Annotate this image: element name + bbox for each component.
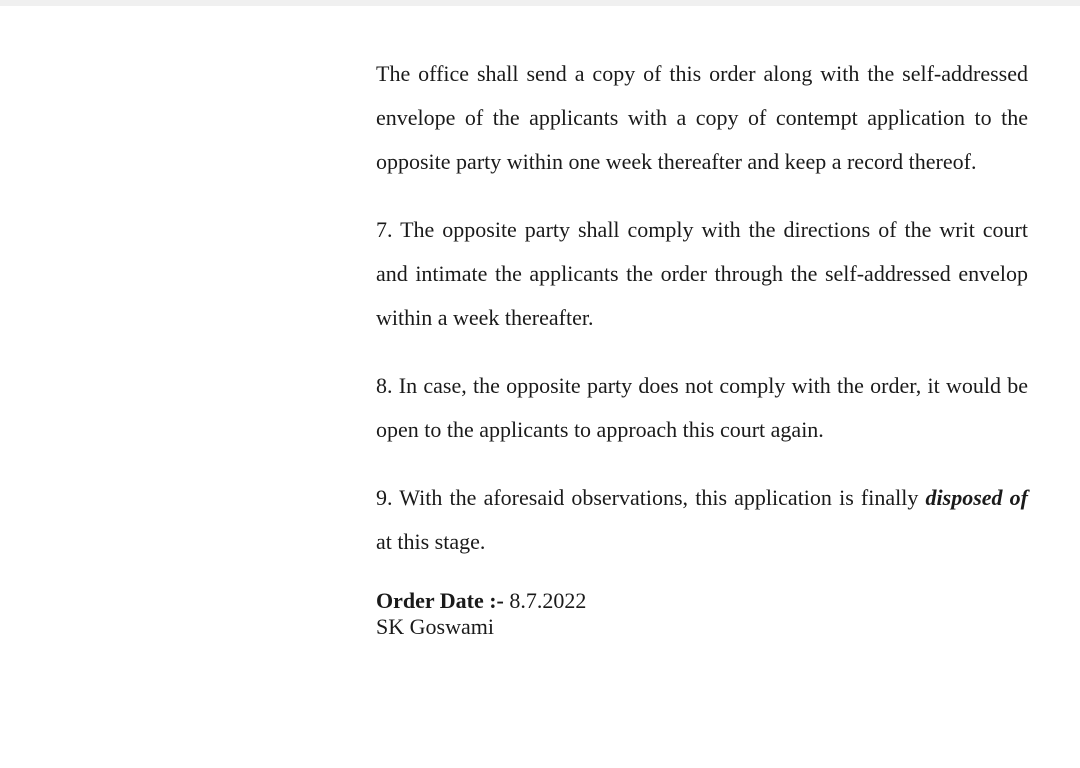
signatory-name: SK Goswami xyxy=(376,614,494,639)
order-date-label: Order Date :- xyxy=(376,588,504,613)
paragraph-office-instruction: The office shall send a copy of this order along with the self-addressed envelope of the applicants with a copy of contempt application to the opposite party within one week thereafter and keep a record thereof. xyxy=(376,61,1028,174)
order-date-line xyxy=(376,588,1028,614)
order-block xyxy=(376,588,1028,640)
paragraph-9-text: 9. With the aforesaid observations, this application is finally xyxy=(376,485,919,510)
paragraph-8: 8. In case, the opposite party does not comply with the order, it would be open to the applicants to approach this court again. xyxy=(376,373,1028,442)
paragraph-9-emphasis: disposed of xyxy=(925,485,1029,510)
order-date-value: 8.7.2022 xyxy=(509,588,587,613)
top-bar xyxy=(0,0,1080,6)
paragraph-7: 7. The opposite party shall comply with the directions of the writ court and intimate the applicants the order through the self-addressed envelop within a week thereafter. xyxy=(376,217,1028,330)
document-body xyxy=(376,52,1028,640)
paragraph-9-tail: at this stage. xyxy=(376,529,486,554)
paragraph-9 xyxy=(376,476,1028,564)
